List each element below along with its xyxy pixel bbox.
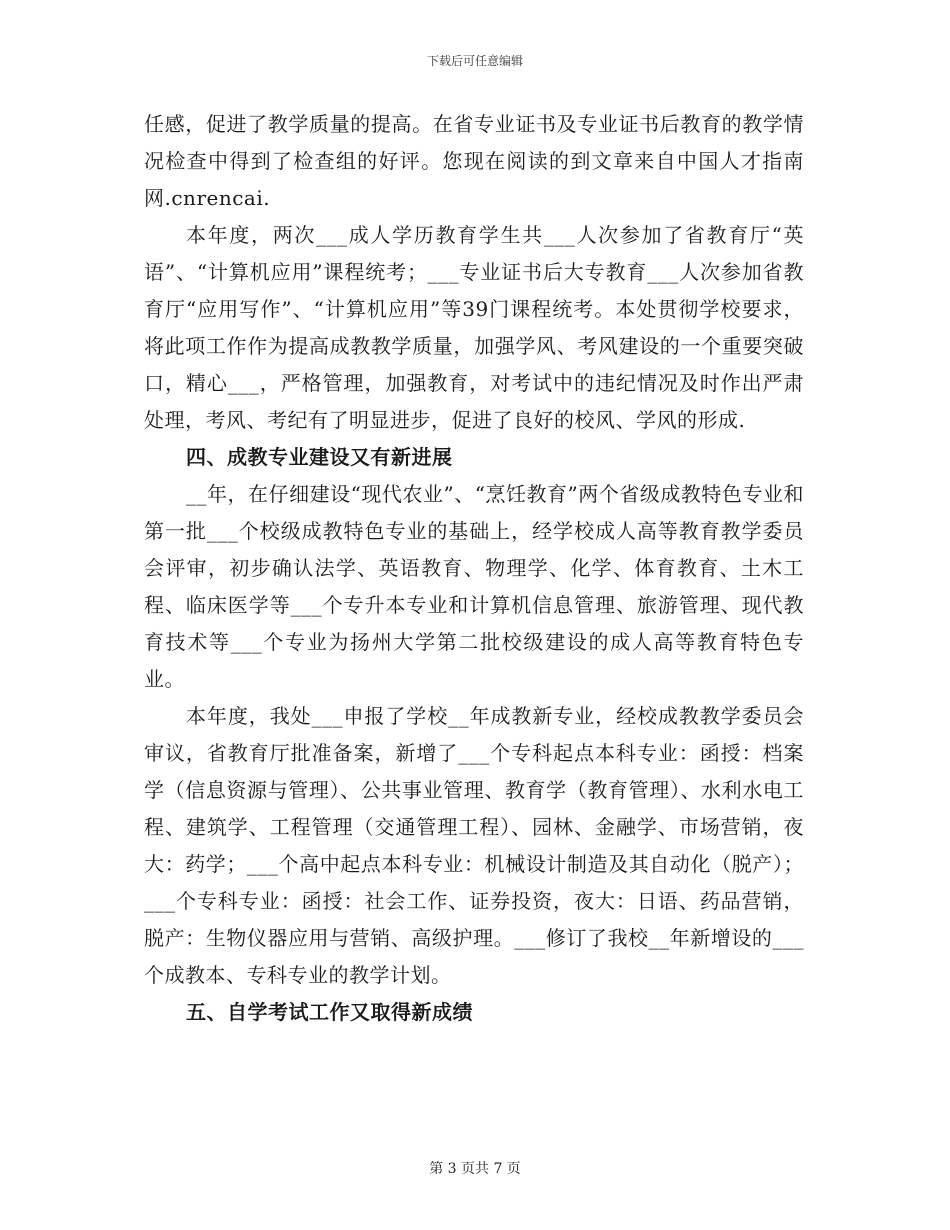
paragraph-exam-stats: 本年度，两次___成人学历教育学生共___人次参加了省教育厅“英语”、“计算机应用”课程统考；___专业证书后大专教育___人次参加省教育厅“应用写作”、“计算机应用”等39门课程统考。本处贯彻学校要求，将此项工作作为提高成教教学质量，加强学风、考风建设的一个重要突破口，精心___，严格管理，加强教育，对考试中的违纪情况及时作出严肃处理，考风、考纪有了明显进步，促进了良好的校风、学风的形成.	[144, 223, 804, 432]
page-header: 下载后可任意编辑	[426, 54, 523, 68]
section-heading-4: 四、成教专业建设又有新进展	[186, 445, 453, 469]
paragraph-continued: 任感，促进了教学质量的提高。在省专业证书及专业证书后教育的教学情况检查中得到了检查组的好评。您现在阅读的到文章来自中国人才指南网.cnrencai.	[144, 112, 804, 210]
section-heading-5: 五、自学考试工作又取得新成绩	[186, 1000, 473, 1024]
page-footer: 第 3 页共 7 页	[429, 1161, 521, 1177]
paragraph-new-majors: 本年度，我处___申报了学校__年成教新专业，经校成教教学委员会审议，省教育厅批准备案，新增了___个专科起点本科专业：函授：档案学（信息资源与管理）、公共事业管理、教育学（教育管理）、水利水电工程、建筑学、工程管理（交通管理工程）、园林、金融学、市场营销，夜大：药学；___个高中起点本科专业：机械设计制造及其自动化（脱产）；___个专科专业：函授：社会工作、证券投资，夜大：日语、药品营销，脱产：生物仪器应用与营销、高级护理。___修订了我校__年新增设的___个成教本、专科专业的教学计划。	[144, 704, 804, 987]
page-body	[144, 106, 804, 1031]
paragraph-specialty-building: __年，在仔细建设“现代农业”、“烹饪教育”两个省级成教特色专业和第一批___个校级成教特色专业的基础上，经学校成人高等教育教学委员会评审，初步确认法学、英语教育、物理学、化学、体育教育、土木工程、临床医学等___个专升本专业和计算机信息管理、旅游管理、现代教育技术等___个专业为扬州大学第二批校级建设的成人高等教育特色专业。	[144, 482, 804, 691]
